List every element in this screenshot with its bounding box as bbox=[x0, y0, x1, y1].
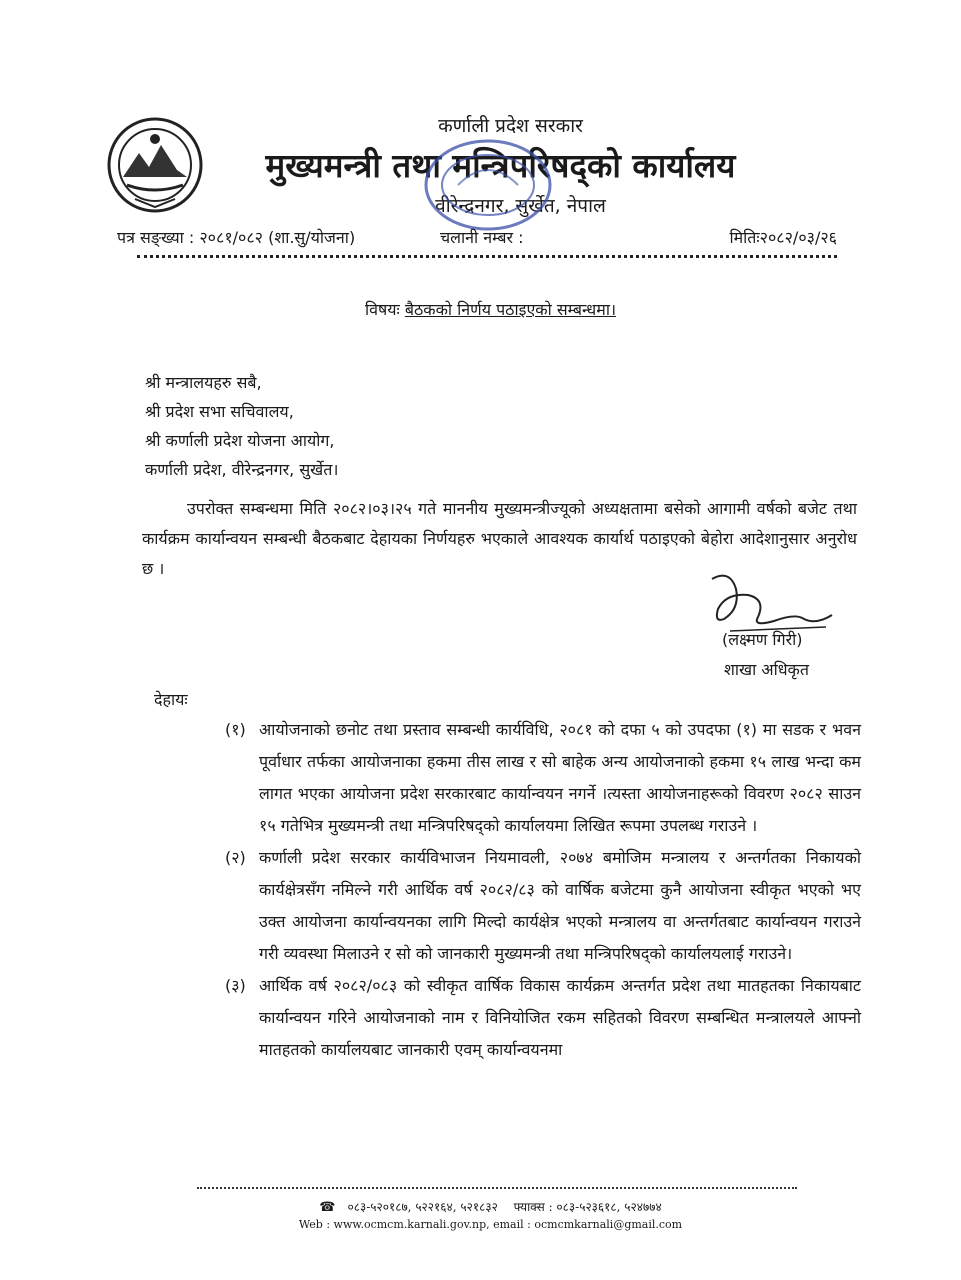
decision-text: आर्थिक वर्ष २०८२/०८३ को स्वीकृत वार्षिक विकास कार्यक्रम अन्तर्गत प्रदेश तथा मातहतका निकायबाट कार्यान्वयन गरिने आयोजनाको नाम र विनियोजित रकम सहितको विवरण सम्बन्धित मन्त्रालयले आफ्नो मातहतको कार्यालयबाट जानकारी एवम् कार्यान्वयनमा bbox=[259, 976, 861, 1059]
subject-label: विषयः bbox=[364, 300, 400, 319]
decision-text: कर्णाली प्रदेश सरकार कार्यविभाजन नियमावली, २०७४ बमोजिम मन्त्रालय र अन्तर्गतका निकायको कार्यक्षेत्रसँग नमिल्ने गरी आर्थिक वर्ष २०८२/८३ को वार्षिक बजेटमा कुनै आयोजना स्वीकृत भएको भए उक्त आयोजना कार्यान्वयनका लागि मिल्दो कार्यक्षेत्र भएको मन्त्रालय वा अन्तर्गतबाट कार्यान्वयन गराउने गरी व्यवस्था मिलाउने र सो को जानकारी मुख्यमन्त्री तथा मन्त्रिपरिषद्को कार्यालयलाई गराउने। bbox=[259, 848, 861, 963]
office-name: मुख्यमन्त्री तथा मन्त्रिपरिषद्को कार्यालय bbox=[265, 146, 736, 185]
decision-number: (२) bbox=[225, 848, 246, 867]
signatory-title: शाखा अधिकृत bbox=[724, 660, 809, 679]
header-divider bbox=[137, 255, 837, 258]
decision-item bbox=[225, 970, 861, 1066]
footer-phone: ०८३-५२०१८७, ५२२१६४, ५२१८३२ bbox=[347, 1200, 498, 1214]
government-name: कर्णाली प्रदेश सरकार bbox=[438, 115, 583, 137]
decision-item bbox=[225, 842, 861, 970]
recipient-item: कर्णाली प्रदेश, वीरेन्द्रनगर, सुर्खेत। bbox=[145, 460, 339, 479]
decisions-label: देहायः bbox=[154, 690, 188, 709]
decision-list bbox=[225, 714, 861, 1066]
decision-item bbox=[225, 714, 861, 842]
decision-number: (३) bbox=[225, 976, 246, 995]
recipient-item: श्री मन्त्रालयहरु सबै, bbox=[145, 373, 262, 392]
phone-icon: ☎ bbox=[319, 1200, 336, 1215]
recipient-item: श्री कर्णाली प्रदेश योजना आयोग, bbox=[145, 431, 335, 450]
subject-text: बैठकको निर्णय पठाइएको सम्बन्धमा। bbox=[404, 300, 617, 319]
decision-text: आयोजनाको छनोट तथा प्रस्ताव सम्बन्धी कार्यविधि, २०८१ को दफा ५ को उपदफा (१) मा सडक र भवन पूर्वाधार तर्फका आयोजनाका हकमा तीस लाख र सो बाहेक अन्य आयोजनाको हकमा १५ लाख भन्दा कम लागत भएका आयोजना प्रदेश सरकारबाट कार्यान्वयन नगर्ने ।त्यस्ता आयोजनाहरूको विवरण २०८२ साउन १५ गतेभित्र मुख्यमन्त्री तथा मन्त्रिपरिषद्को कार्यालयमा लिखित रूपमा उपलब्ध गराउने । bbox=[259, 720, 861, 835]
footer-fax: फ्याक्स : ०८३-५२३६१८, ५२४७७४ bbox=[513, 1200, 662, 1214]
office-stamp bbox=[418, 135, 558, 235]
footer-contacts bbox=[0, 1198, 961, 1215]
body-paragraph: उपरोक्त सम्बन्धमा मिति २०८२।०३।२५ गते माननीय मुख्यमन्त्रीज्यूको अध्यक्षतामा बसेको आगामी वर्षको बजेट तथा कार्यक्रम कार्यान्वयन सम्बन्धी बैठकबाट देहायका निर्णयहरु भएकाले आवश्यक कार्यार्थ पठाइएको बेहोरा आदेशानुसार अनुरोध छ । bbox=[142, 499, 857, 578]
decision-number: (१) bbox=[225, 720, 246, 739]
letter-number: पत्र सङ्ख्या : २०८१/०८२ (शा.सु/योजना) bbox=[117, 228, 356, 247]
signatory-name: (लक्ष्मण गिरी) bbox=[722, 630, 803, 649]
recipient-item: श्री प्रदेश सभा सचिवालय, bbox=[145, 402, 294, 421]
footer-web-email: Web : www.ocmcm.karnali.gov.np, email : ocmcmkarnali@gmail.com bbox=[298, 1218, 683, 1231]
dispatch-number: चलानी नम्बर : bbox=[440, 228, 524, 247]
office-address: वीरेन्द्रनगर, सुर्खेत, नेपाल bbox=[435, 195, 606, 217]
footer-divider bbox=[197, 1187, 797, 1189]
subject-line bbox=[0, 298, 961, 320]
recipient-list bbox=[145, 368, 338, 484]
letter-date: मितिः२०८२/०३/२६ bbox=[729, 228, 837, 247]
